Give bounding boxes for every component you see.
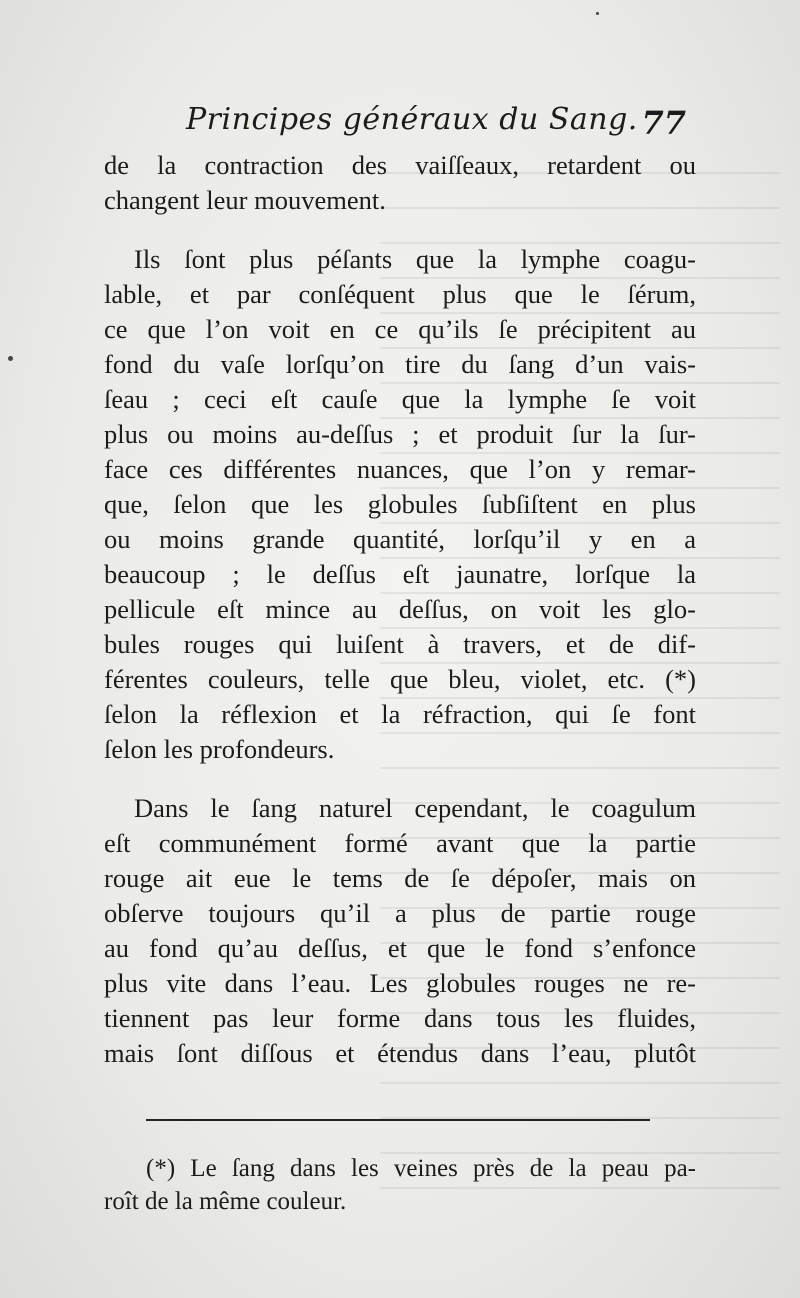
text-line: pellicule eſt mince au deſſus, on voit les glo- <box>104 594 696 624</box>
ink-speck <box>596 12 599 15</box>
text-line: ſeau ; ceci eſt cauſe que la lymphe ſe voit <box>104 384 696 414</box>
page-header <box>186 102 686 142</box>
text-line: beaucoup ; le deſſus eſt jaunatre, lorſque la <box>104 559 696 589</box>
text-line: ou moins grande quantité, lorſqu’il y en a <box>104 524 696 554</box>
running-title: Principes généraux du Sang. <box>186 102 638 137</box>
text-line: bules rouges qui luiſent à travers, et de dif- <box>104 629 696 659</box>
text-line: changent leur mouvement. <box>104 185 386 215</box>
footnote-rule <box>146 1119 650 1121</box>
ink-speck <box>8 356 13 361</box>
text-line: Ils ſont plus péſants que la lymphe coagu- <box>134 244 696 274</box>
text-line: plus vite dans l’eau. Les globules rouges ne re- <box>104 968 696 998</box>
text-line: férentes couleurs, telle que bleu, violet, etc. (*) <box>104 664 696 694</box>
text-line: fond du vaſe lorſqu’on tire du ſang d’un vais- <box>104 349 696 379</box>
text-line: tiennent pas leur forme dans tous les fluides, <box>104 1003 696 1033</box>
text-line: obſerve toujours qu’il a plus de partie rouge <box>104 898 696 928</box>
text-line: de la contraction des vaiſſeaux, retardent ou <box>104 150 696 180</box>
footnote <box>104 1152 696 1218</box>
text-line: au fond qu’au deſſus, et que le fond s’enfonce <box>104 933 696 963</box>
text-line: ſelon la réflexion et la réfraction, qui ſe font <box>104 699 696 729</box>
body-text <box>104 148 696 1071</box>
text-line: que, ſelon que les globules ſubſiſtent en plus <box>104 489 696 519</box>
text-line: lable, et par conſéquent plus que le ſérum, <box>104 279 696 309</box>
page-number: 77 <box>641 104 686 142</box>
text-line: eſt communément formé avant que la partie <box>104 828 696 858</box>
text-line: ce que l’on voit en ce qu’ils ſe précipitent au <box>104 314 696 344</box>
text-line: plus ou moins au-deſſus ; et produit ſur la ſur- <box>104 419 696 449</box>
text-line: mais ſont diſſous et étendus dans l’eau, plutôt <box>104 1038 696 1068</box>
text-line: Dans le ſang naturel cependant, le coagulum <box>134 793 696 823</box>
text-line: face ces différentes nuances, que l’on y remar- <box>104 454 696 484</box>
text-line: rouge ait eue le tems de ſe dépoſer, mais on <box>104 863 696 893</box>
footnote-line: roît de la même couleur. <box>104 1188 347 1215</box>
footnote-line: (*) Le ſang dans les veines près de la peau pa- <box>146 1155 696 1182</box>
text-line: ſelon les profondeurs. <box>104 734 335 764</box>
